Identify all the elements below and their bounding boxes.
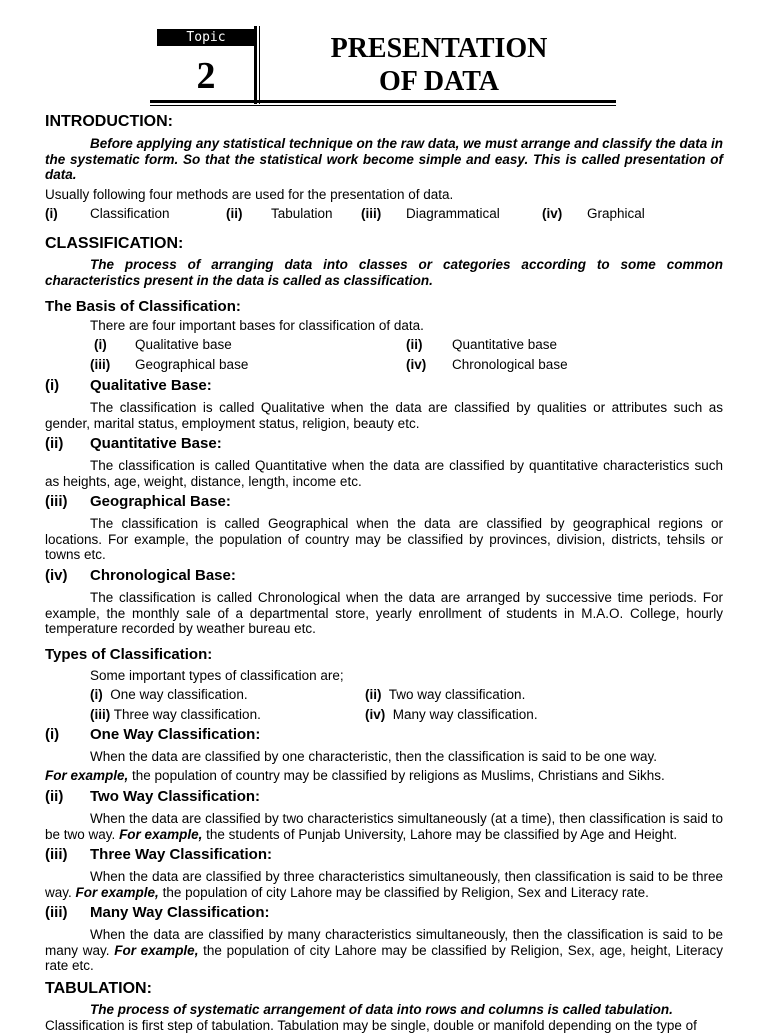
basis-intro: There are four important bases for classification of data. <box>90 318 424 333</box>
example-text: the population of city Lahore may be classified by Religion, Sex, age, height, Literacy rate etc. <box>45 942 723 974</box>
basis-num: (i) <box>94 337 107 352</box>
basis-num: (iv) <box>406 357 427 372</box>
basis-item-1-num <box>94 337 107 353</box>
header-divider-thick <box>254 26 257 104</box>
tabulation-continuation: Classification is first step of tabulation. Tabulation may be single, double or manifold depending on the type of <box>45 1018 697 1033</box>
base-1-num: (i) <box>45 377 60 394</box>
example-text: the population of country may be classified by religions as Muslims, Christians and Sikhs. <box>128 768 665 783</box>
basis-item-1: Qualitative base <box>135 337 232 352</box>
basis-heading: The Basis of Classification: <box>45 298 241 315</box>
basis-item-2: Quantitative base <box>452 337 558 352</box>
example-text: the population of city Lahore may be classified by Religion, Sex and Literacy rate. <box>158 884 649 900</box>
header-rule-thin <box>150 105 616 106</box>
method-num: (i) <box>45 206 58 221</box>
introduction-definition: Before applying any statistical technique on the raw data, we must arrange and classify the data in the systematic form. So that the statistical work become simple and easy. This is called presentation of data. <box>45 136 723 183</box>
base-2-heading: Quantitative Base: <box>90 435 222 452</box>
basis-num: (ii) <box>406 337 423 352</box>
topic-box <box>157 29 255 97</box>
base-4-heading: Chronological Base: <box>90 567 236 584</box>
type-label: One way classification. <box>110 687 248 702</box>
type-label: Two way classification. <box>388 687 526 702</box>
method-item-4 <box>542 206 562 222</box>
tabulation-definition: The process of systematic arrangement of data into rows and columns is called tabulation. <box>90 1002 673 1017</box>
types-intro: Some important types of classification are; <box>90 668 344 683</box>
method-item-1 <box>45 206 58 222</box>
topic-number: 2 <box>196 55 216 97</box>
basis-item-4-num <box>406 357 426 373</box>
base-3-text: The classification is called Geographical when the data are classified by geographical regions or locations. For example, the population of country may be classified by provinces, division, districts, tehsils or towns etc. <box>45 516 723 563</box>
way-3-text <box>45 869 723 900</box>
way-4-body: When the data are classified by many characteristics simultaneously, then the classification is said to be many way. <box>45 927 723 958</box>
way-4-heading: Many Way Classification: <box>90 904 270 921</box>
type-item-4 <box>365 707 538 723</box>
page-title <box>262 32 616 98</box>
way-3-heading: Three Way Classification: <box>90 846 272 863</box>
type-item-2 <box>365 687 525 703</box>
basis-item-2-num <box>406 337 423 353</box>
basis-num: (iii) <box>90 357 111 372</box>
way-4-text <box>45 927 723 974</box>
method-num: (iv) <box>542 206 563 221</box>
base-2-text: The classification is called Quantitative when the data are classified by quantitative characteristics such as heights, age, weight, distance, length, income etc. <box>45 458 723 489</box>
way-2-heading: Two Way Classification: <box>90 788 261 805</box>
base-2-num: (ii) <box>45 435 64 452</box>
way-2-text <box>45 811 723 842</box>
type-item-3 <box>90 707 261 723</box>
basis-item-3: Geographical base <box>135 357 249 372</box>
type-num: (ii) <box>365 687 382 702</box>
basis-item-3-num <box>90 357 110 373</box>
way-2-num: (ii) <box>45 788 64 805</box>
example-label: For example, <box>75 884 159 900</box>
title-line-1: PRESENTATION <box>330 33 548 64</box>
introduction-heading: INTRODUCTION: <box>45 113 173 130</box>
base-3-num: (iii) <box>45 493 68 510</box>
title-line-2: OF DATA <box>378 66 500 97</box>
way-3-num: (iii) <box>45 846 68 863</box>
methods-intro: Usually following four methods are used for the presentation of data. <box>45 187 454 202</box>
type-item-1 <box>90 687 248 703</box>
base-1-heading: Qualitative Base: <box>90 377 212 394</box>
types-heading: Types of Classification: <box>45 646 213 663</box>
example-label: For example, <box>45 768 129 783</box>
example-text: the students of Punjab University, Lahore may be classified by Age and Height. <box>202 826 678 842</box>
example-label: For example, <box>114 942 199 958</box>
type-num: (iii) <box>90 707 111 722</box>
method-label-2: Tabulation <box>271 206 333 221</box>
base-3-heading: Geographical Base: <box>90 493 231 510</box>
way-1-heading: One Way Classification: <box>90 726 261 743</box>
base-1-text: The classification is called Qualitative when the data are classified by qualities or attributes such as gender, marital status, employment status, religion, beauty etc. <box>45 400 723 431</box>
way-1-text: When the data are classified by one characteristic, then the classification is said to be one way. <box>90 749 658 764</box>
topic-label: Topic <box>157 29 255 46</box>
base-4-text: The classification is called Chronological when the data are arranged by successive time periods. For example, the monthly sale of a departmental store, yearly enrollment of students in M.A.O. College, hourly temperature recorded by weather bureau etc. <box>45 590 723 637</box>
classification-heading: CLASSIFICATION: <box>45 235 184 252</box>
way-1-example <box>45 768 723 784</box>
way-4-num: (iii) <box>45 904 68 921</box>
method-label-4: Graphical <box>587 206 645 221</box>
method-label-1: Classification <box>90 206 170 221</box>
method-num: (iii) <box>361 206 382 221</box>
way-3-body: When the data are classified by three characteristics simultaneously, then classification is said to be three way. <box>45 869 723 900</box>
way-2-body: When the data are classified by two characteristics simultaneously (at a time), then classification is said to be two way. <box>45 811 723 842</box>
method-item-3 <box>361 206 381 222</box>
tabulation-heading: TABULATION: <box>45 980 152 997</box>
header-rule-thick <box>150 100 616 103</box>
type-label: Many way classification. <box>392 707 538 722</box>
type-label: Three way classification. <box>113 707 261 722</box>
method-num: (ii) <box>226 206 243 221</box>
type-num: (i) <box>90 687 103 702</box>
header-divider-thin <box>259 26 260 104</box>
basis-item-4: Chronological base <box>452 357 568 372</box>
example-label: For example, <box>119 826 203 842</box>
page-header <box>150 26 616 108</box>
classification-definition: The process of arranging data into classes or categories according to some common characteristics present in the data is called as classification. <box>45 257 723 288</box>
way-1-num: (i) <box>45 726 60 743</box>
base-4-num: (iv) <box>45 567 68 584</box>
method-label-3: Diagrammatical <box>406 206 500 221</box>
type-num: (iv) <box>365 707 386 722</box>
method-item-2 <box>226 206 243 222</box>
